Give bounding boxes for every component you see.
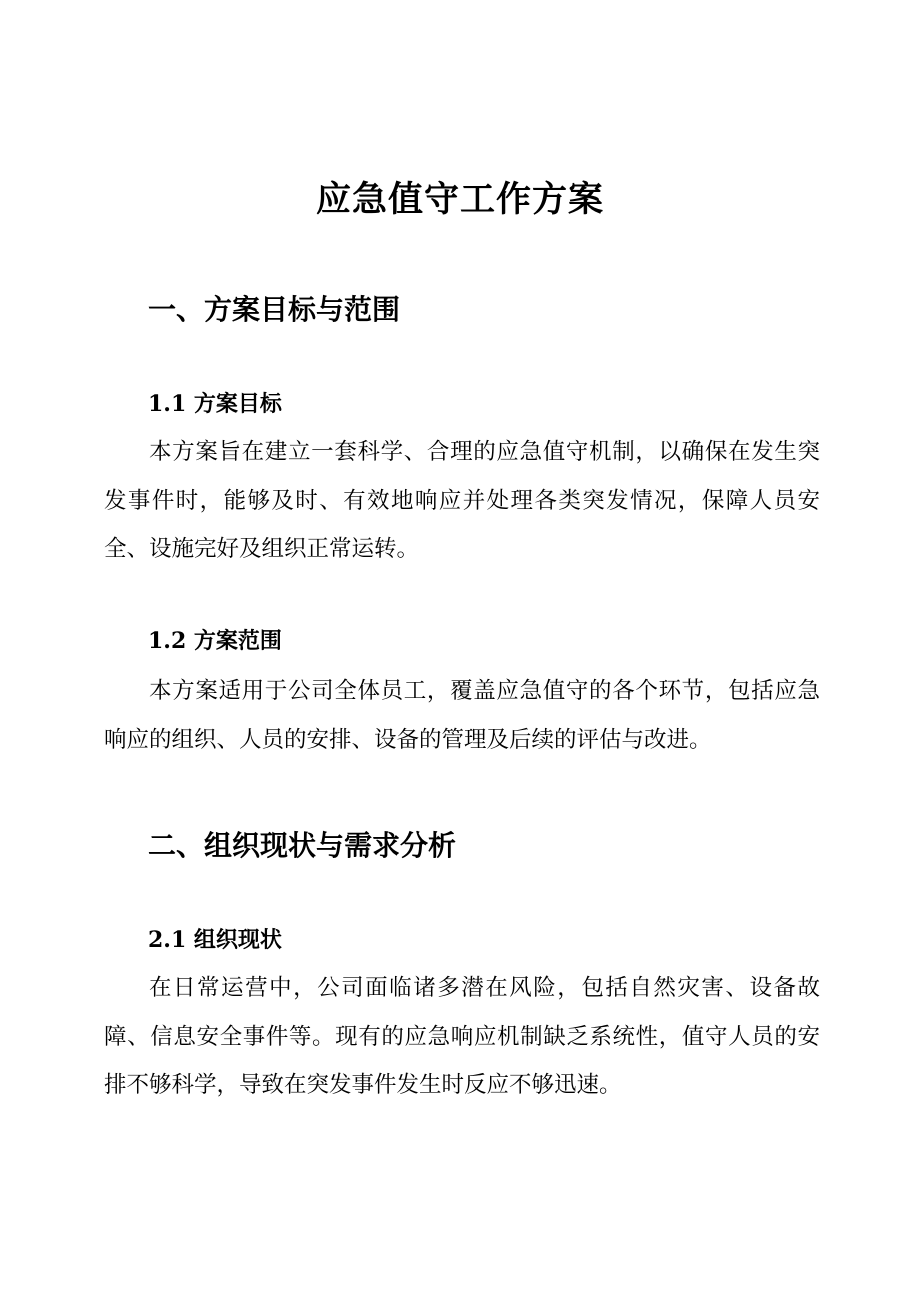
- paragraph-1-2: 本方案适用于公司全体员工，覆盖应急值守的各个环节，包括应急响应的组织、人员的安排、设备的管理及后续的评估与改进。: [104, 678, 820, 753]
- paragraph-1-1: 本方案旨在建立一套科学、合理的应急值守机制，以确保在发生突发事件时，能够及时、有效地响应并处理各类突发情况，保障人员安全、设施完好及组织正常运转。: [104, 439, 820, 562]
- subsection-heading-2-1: 2.1 组织现状: [148, 927, 282, 953]
- subsection-heading-1-1: 1.1 方案目标: [148, 391, 282, 417]
- subsection-heading-1-2: 1.2 方案范围: [148, 628, 282, 654]
- section-heading-1: 一、方案目标与范围: [148, 293, 401, 326]
- document-title: 应急值守工作方案: [315, 180, 604, 220]
- paragraph-2-1: 在日常运营中，公司面临诸多潜在风险，包括自然灾害、设备故障、信息安全事件等。现有的应急响应机制缺乏系统性，值守人员的安排不够科学，导致在突发事件发生时反应不够迅速。: [104, 975, 820, 1098]
- section-heading-2: 二、组织现状与需求分析: [148, 829, 457, 862]
